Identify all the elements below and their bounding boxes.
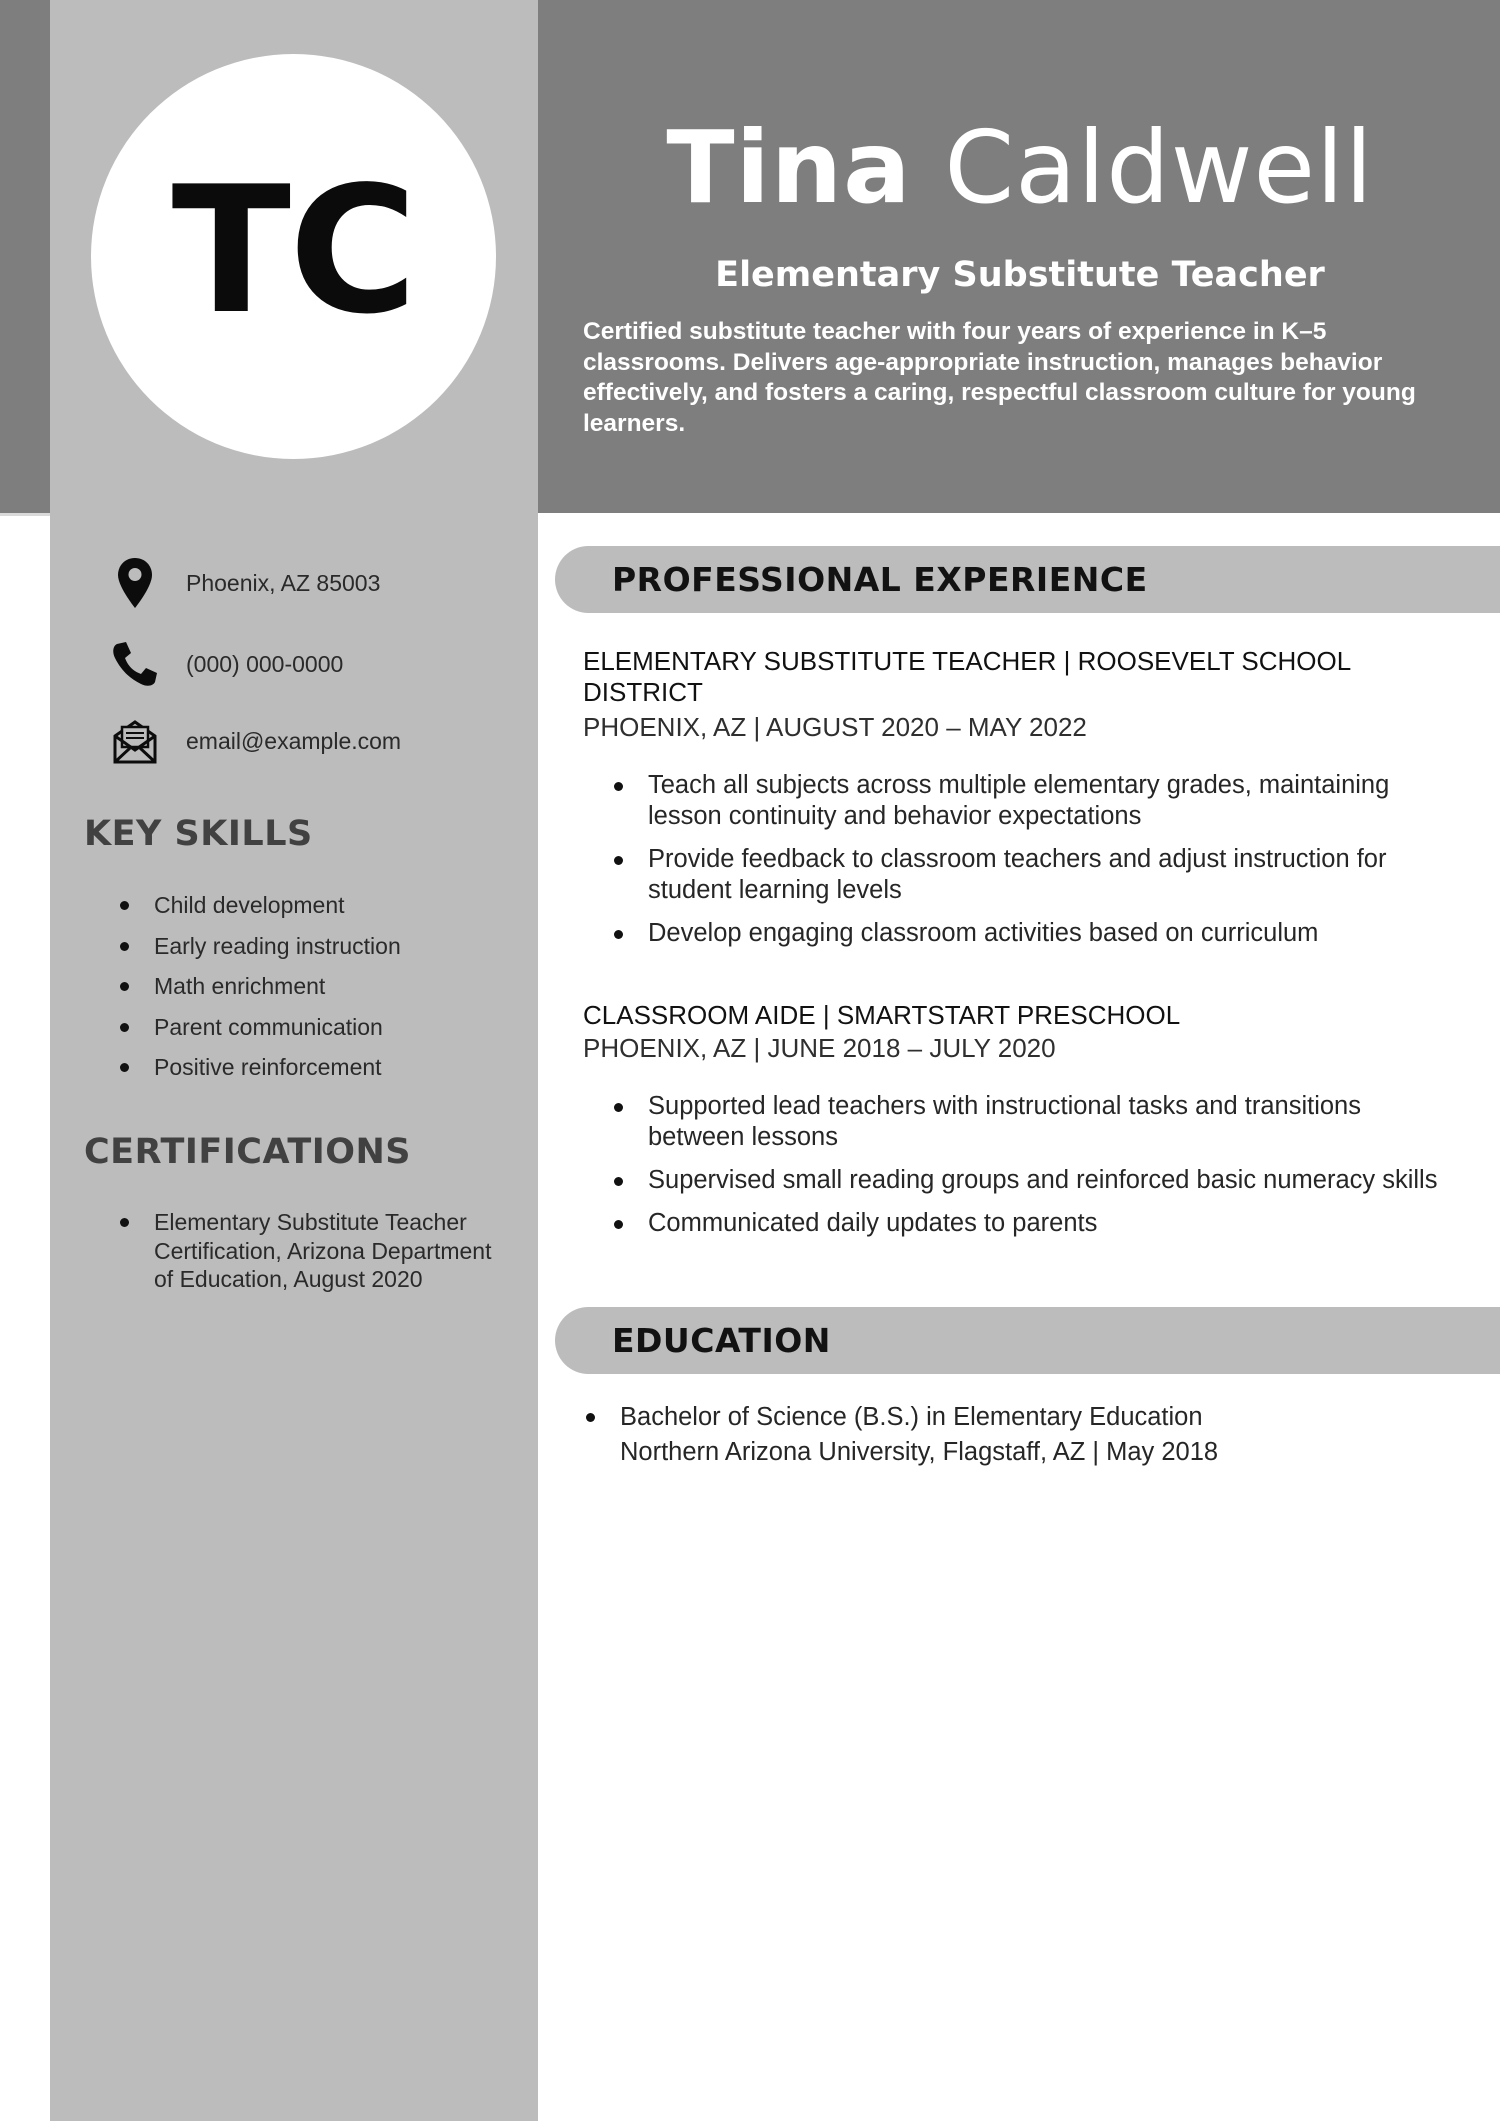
job-bullets (583, 1091, 1463, 1251)
location-text: Phoenix, AZ 85003 (186, 569, 381, 596)
education-bullet (586, 1413, 595, 1422)
job-bullet: Supervised small reading groups and reinforced basic numeracy skills (583, 1165, 1463, 1196)
job-bullet: Supported lead teachers with instructional tasks and transitions between lessons (583, 1091, 1463, 1153)
job-location-dates: PHOENIX, AZ | JUNE 2018 – JULY 2020 (583, 1033, 1056, 1063)
job-location-dates: PHOENIX, AZ | AUGUST 2020 – MAY 2022 (583, 712, 1087, 742)
experience-section-bar (555, 546, 1500, 613)
location-pin-icon (110, 555, 160, 611)
phone-text[interactable]: (000) 000-0000 (186, 650, 344, 677)
contact-phone (110, 634, 530, 694)
skill-item: Early reading instruction (84, 926, 504, 967)
job-bullet: Teach all subjects across multiple elementary grades, maintaining lesson continuity and behavior expectations (583, 770, 1463, 832)
skill-item: Parent communication (84, 1007, 504, 1048)
envelope-icon (110, 713, 160, 769)
phone-icon (110, 636, 160, 692)
certifications-heading: CERTIFICATIONS (84, 1132, 412, 1172)
skills-list (84, 885, 504, 1088)
contact-location (110, 553, 530, 613)
experience-heading: PROFESSIONAL EXPERIENCE (612, 560, 1148, 599)
job-bullet: Develop engaging classroom activities based on curriculum (583, 918, 1463, 949)
email-text[interactable]: email@example.com (186, 727, 402, 754)
skill-item: Child development (84, 885, 504, 926)
degree: Bachelor of Science (B.S.) in Elementary Education (620, 1403, 1203, 1431)
school-line: Northern Arizona University, Flagstaff, AZ | May 2018 (620, 1438, 1219, 1466)
skill-item: Math enrichment (84, 966, 504, 1007)
education-entry (583, 1400, 1463, 1470)
profile-summary: Certified substitute teacher with four years of experience in K–5 classrooms. Delivers age-appropriate instruction, manages behavior effectively, and fosters a caring, respectful classroom culture for young learners. (583, 318, 1416, 437)
certifications-list (84, 1208, 494, 1294)
first-name: Tina (666, 109, 912, 226)
job-title-line: CLASSROOM AIDE | SMARTSTART PRESCHOOL (583, 1000, 1181, 1030)
candidate-name (540, 109, 1500, 226)
job-title: Elementary Substitute Teacher (715, 255, 1325, 295)
education-heading: EDUCATION (612, 1321, 831, 1360)
job-bullets (583, 770, 1463, 961)
job-bullet: Provide feedback to classroom teachers and adjust instruction for student learning levels (583, 844, 1463, 906)
last-name: Caldwell (944, 109, 1374, 226)
education-section-bar (555, 1307, 1500, 1374)
skill-item: Positive reinforcement (84, 1047, 504, 1088)
contact-email (110, 711, 530, 771)
header-divider (0, 513, 50, 516)
skills-heading: KEY SKILLS (84, 814, 313, 854)
job-title-line: ELEMENTARY SUBSTITUTE TEACHER | ROOSEVELT SCHOOL DISTRICT (583, 646, 1351, 707)
job-bullet: Communicated daily updates to parents (583, 1208, 1463, 1239)
certification-item: Elementary Substitute Teacher Certification, Arizona Department of Education, August 2020 (84, 1208, 494, 1294)
monogram-text: TC (171, 150, 416, 353)
monogram-badge (91, 54, 496, 459)
